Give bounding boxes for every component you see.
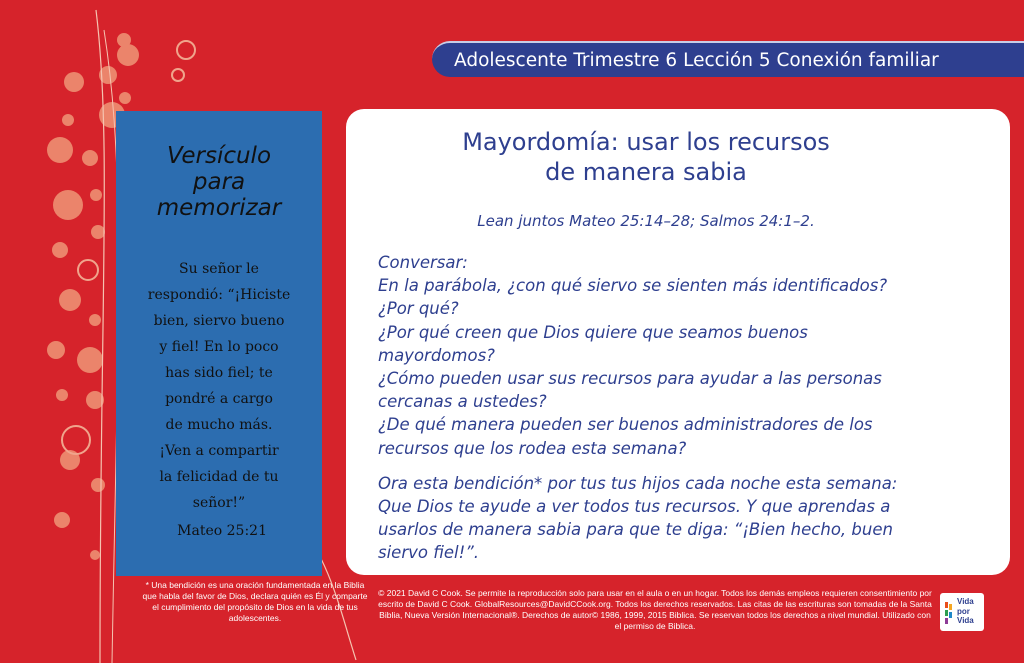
conversation-line: ¿Por qué creen que Dios quiere que seamos buenos [378, 322, 808, 342]
blessing-line: Que Dios te ayude a ver todos tus recursos. Y que aprendas a [378, 497, 891, 517]
memory-verse-title-line: Versículo [166, 143, 272, 169]
scripture-reading: Lean juntos Mateo 25:14–28; Salmos 24:1–2. [477, 212, 815, 230]
verse-line: has sido fiel; te [165, 365, 273, 381]
conversation-line: ¿Por qué? [378, 299, 459, 319]
logo-wordmark [957, 597, 983, 626]
conversation-line: Conversar: [378, 253, 468, 272]
conversation-line: ¿De qué manera pueden ser buenos administradores de los [378, 415, 873, 435]
blessing-line: Ora esta bendición* por tus tus hijos cada noche esta semana: [378, 473, 898, 493]
memory-verse-title-line: memorizar [156, 195, 282, 221]
verse-line: la felicidad de tu [159, 469, 279, 485]
family-connection-card [346, 109, 1010, 575]
conversation-line: recursos que los rodea esta semana? [378, 438, 687, 458]
verse-line: ¡Ven a compartir [159, 443, 279, 459]
verse-line: respondió: “¡Hiciste [147, 287, 291, 303]
card-title-line: Mayordomía: usar los recursos [462, 128, 830, 156]
memory-verse-title [116, 143, 322, 221]
conversation-line: En la parábola, ¿con qué siervo se sienten más identificados? [378, 276, 888, 296]
verse-line: Su señor le [179, 261, 259, 277]
logo-line: Vida [957, 597, 974, 606]
memory-verse-reference: Mateo 25:21 [177, 523, 267, 539]
vida-por-vida-logo [940, 593, 984, 631]
card-title-line: de manera sabia [545, 158, 747, 186]
verse-line: bien, siervo bueno [153, 313, 285, 329]
verse-line: señor!” [192, 495, 246, 511]
logo-line: por [957, 606, 970, 616]
card-title [346, 127, 946, 187]
copyright-notice: © 2021 David C Cook. Se permite la reproducción solo para usar en el aula o en un hogar. Todos los demás empleos requieren consentimiento por escrito de David C Cook. GlobalResources@DavidCCook.org. Todos los derechos reservados. Las citas de las escrituras son tomadas de la Santa Biblia, Nueva Versión Internacional®. Derechos de autor© 1986, 1999, 2015 Biblica. Se reservan todos los derechos a nivel mundial. Utilizado con el permiso de Biblica. [378, 588, 932, 631]
logo-mark-icon [945, 602, 953, 624]
memory-verse-panel [116, 111, 322, 576]
verse-line: pondré a cargo [165, 391, 273, 407]
logo-line: Vida [957, 616, 974, 625]
memory-verse-text [128, 256, 310, 516]
lesson-header: Adolescente Trimestre 6 Lección 5 Conexión familiar [432, 41, 1024, 77]
memory-verse-title-line: para [192, 169, 246, 195]
blessing-line: usarlos de manera sabia para que te diga: “¡Bien hecho, buen [378, 520, 893, 540]
blessing-footnote: * Una bendición es una oración fundamentada en la Biblia que habla del favor de Dios, declara quién es Él y comparte el cumplimiento del propósito de Dios en la vida de tus adolescentes. [142, 580, 368, 623]
verse-line: y fiel! En lo poco [159, 339, 279, 355]
card-body [378, 251, 978, 565]
conversation-line: ¿Cómo pueden usar sus recursos para ayudar a las personas [378, 369, 882, 389]
conversation-line: mayordomos? [378, 345, 495, 365]
blessing-line: siervo fiel!”. [378, 543, 480, 563]
verse-line: de mucho más. [165, 417, 273, 433]
conversation-line: cercanas a ustedes? [378, 392, 547, 412]
